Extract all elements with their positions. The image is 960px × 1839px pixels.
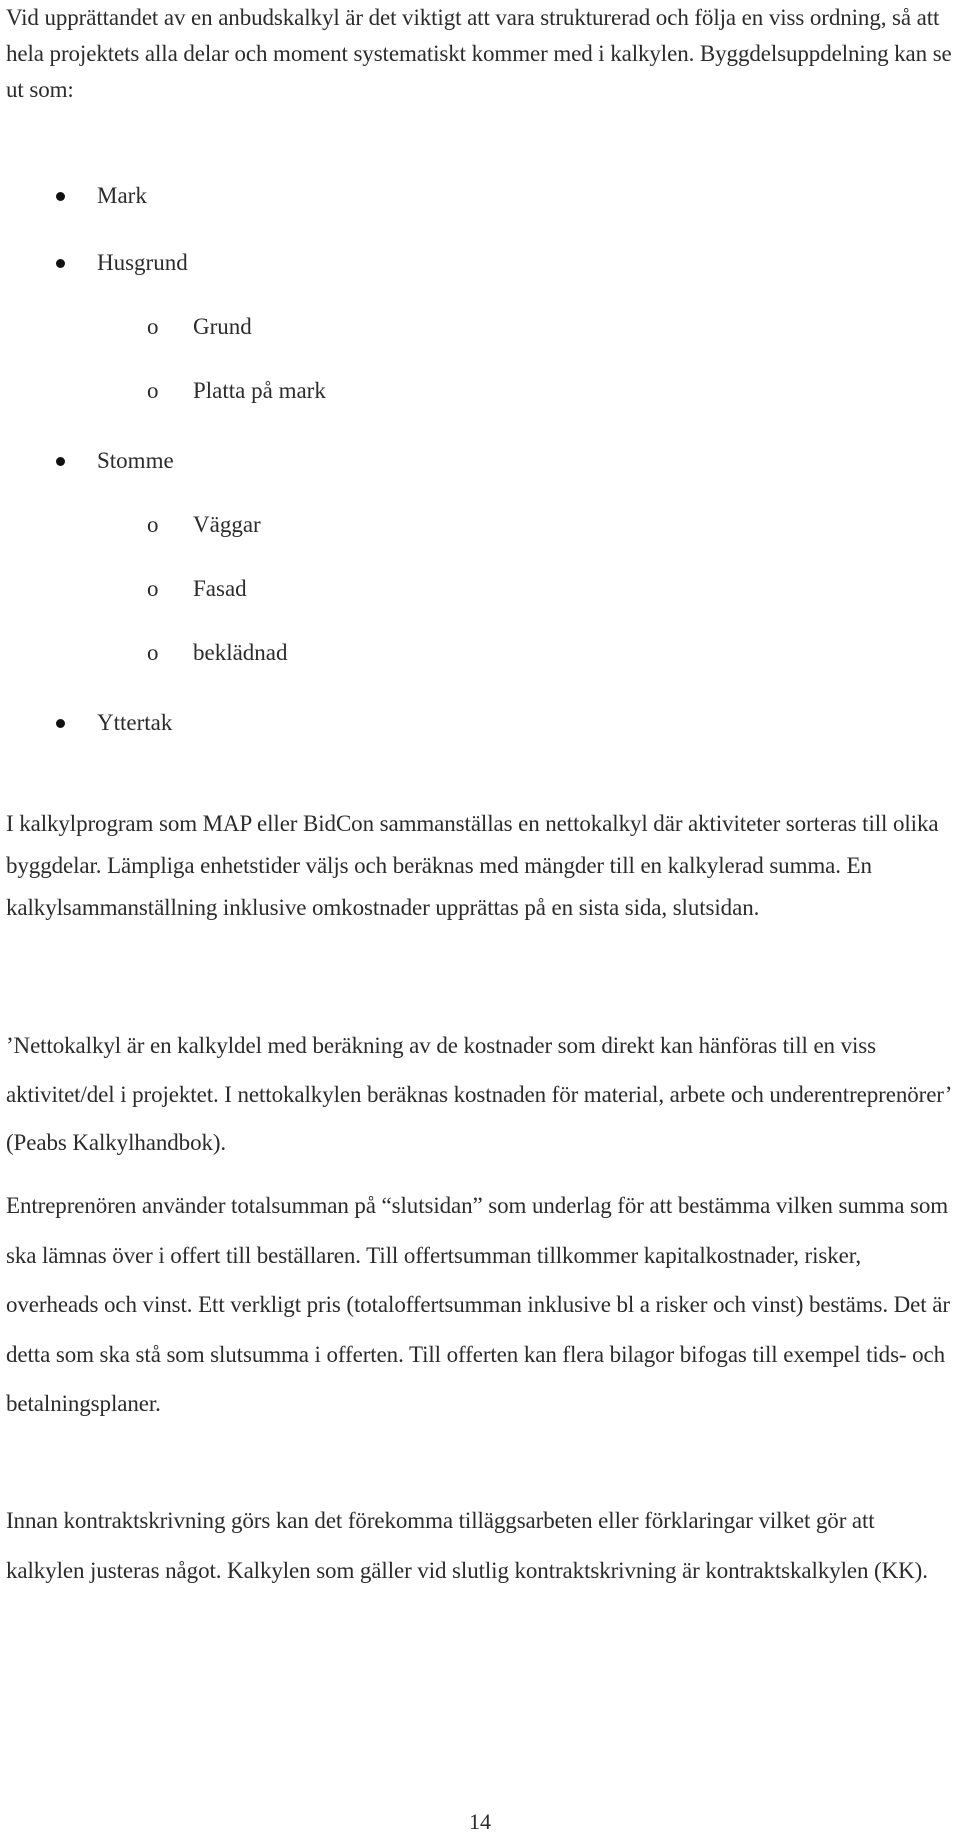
intro-paragraph: Vid upprättandet av en anbudskalkyl är det viktigt att vara strukturerad och följa en viss ordning, så att hela projektets alla delar och moment systematiskt kommer med i kalkylen. Byggdelsuppdelning kan se ut som:	[6, 5, 952, 102]
list-subitem-fasad	[147, 575, 247, 603]
list-item-mark	[97, 182, 147, 210]
list-item-stomme	[97, 447, 174, 475]
circle-bullet-icon: o	[147, 576, 159, 601]
list-item-husgrund	[97, 249, 188, 277]
bullet-icon	[56, 192, 65, 201]
offert-paragraph: Entreprenören använder totalsumman på “slutsidan” som underlag för att bestämma vilken summa som ska lämnas över i offert till beställaren. Till offertsumman tillkommer kapitalkostnader, risker, overheads och vinst. Ett verkligt pris (totaloffertsumman inklusive bl a risker och vinst) bestäms. Det är detta som ska stå som slutsumma i offerten. Till offerten kan flera bilagor bifogas till exempel tids- och betalningsplaner.	[6, 1193, 950, 1416]
circle-bullet-icon: o	[147, 378, 159, 403]
list-subitem-bekladnad	[147, 639, 288, 667]
circle-bullet-icon: o	[147, 314, 159, 339]
page-number: 14	[469, 1809, 491, 1834]
list-item-label: Husgrund	[97, 250, 188, 275]
list-subitem-platta	[147, 377, 326, 405]
list-subitem-vaggar	[147, 511, 261, 539]
list-item-label: Mark	[97, 183, 147, 208]
list-subitem-label: Platta på mark	[193, 378, 326, 403]
nettokalkyl-quote-paragraph: ’Nettokalkyl är en kalkyldel med beräkning av de kostnader som direkt kan hänföras till en viss aktivitet/del i projektet. I nettokalkylen beräknas kostnaden för material, arbete och underentreprenörer’ (Peabs Kalkylhandbok).	[6, 1033, 951, 1155]
list-subitem-label: Grund	[193, 314, 252, 339]
list-item-yttertak	[97, 709, 172, 737]
list-subitem-label: Väggar	[193, 512, 261, 537]
kalkylprogram-paragraph: I kalkylprogram som MAP eller BidCon sammanställas en nettokalkyl där aktiviteter sorteras till olika byggdelar. Lämpliga enhetstider väljs och beräknas med mängder till en kalkylerad summa. En kalkylsammanställning inklusive omkostnader upprättas på en sista sida, slutsidan.	[6, 811, 939, 920]
list-subitem-grund	[147, 313, 252, 341]
list-item-label: Yttertak	[97, 710, 173, 735]
circle-bullet-icon: o	[147, 640, 159, 665]
kontraktskalkyl-paragraph: Innan kontraktskrivning görs kan det förekomma tilläggsarbeten eller förklaringar vilket gör att kalkylen justeras något. Kalkylen som gäller vid slutlig kontraktskrivning är kontraktskalkylen (KK).	[6, 1508, 928, 1583]
list-item-label: Stomme	[97, 448, 174, 473]
circle-bullet-icon: o	[147, 512, 159, 537]
list-subitem-label: beklädnad	[193, 640, 288, 665]
bullet-icon	[56, 719, 65, 728]
list-subitem-label: Fasad	[193, 576, 247, 601]
bullet-icon	[56, 457, 65, 466]
bullet-icon	[56, 259, 65, 268]
